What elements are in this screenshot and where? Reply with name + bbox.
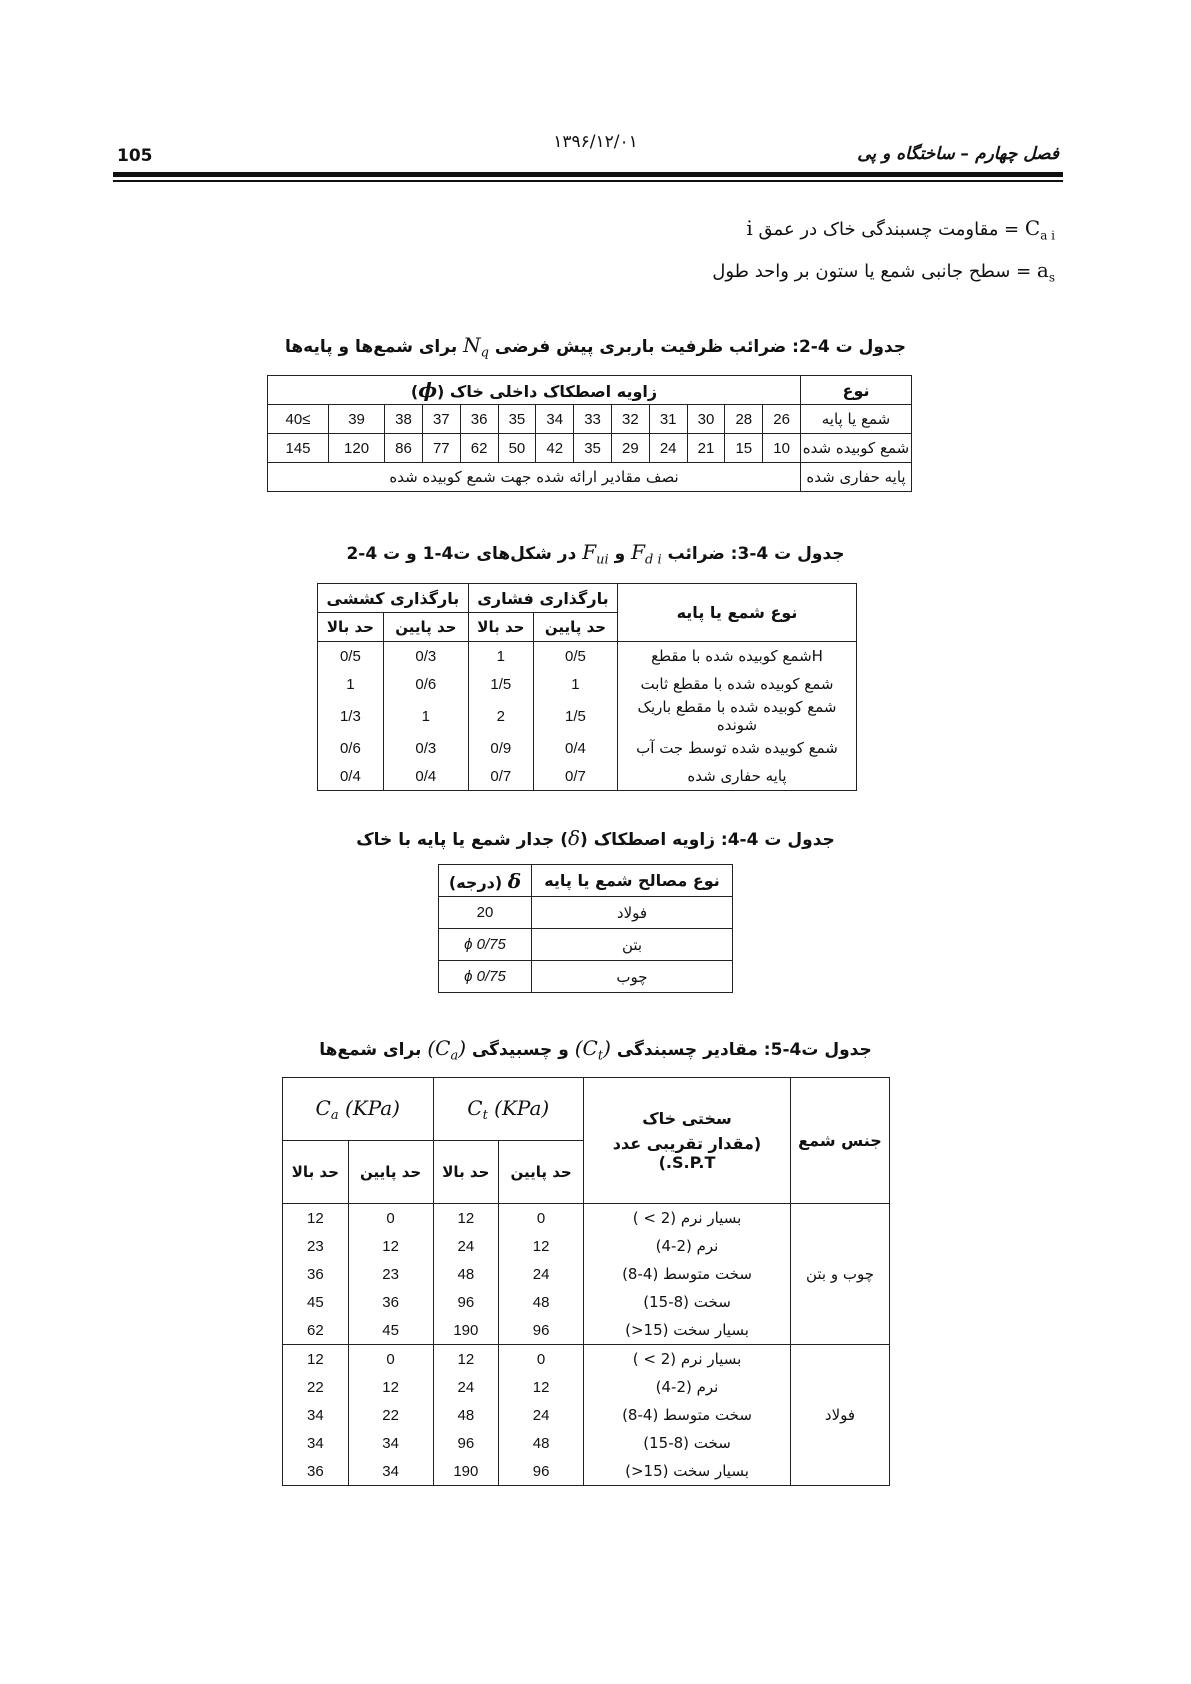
cell: 36: [460, 405, 498, 434]
col-pile-material: جنس شمع: [791, 1078, 890, 1204]
cell: 31: [649, 405, 687, 434]
row-label: پایه حفاری شده: [618, 762, 857, 791]
cell: 29: [611, 434, 649, 463]
group-ca: $C_a$ (KPa): [283, 1078, 434, 1141]
material-cell: فولاد: [532, 897, 733, 929]
cell: 50: [498, 434, 536, 463]
cell: 45: [283, 1288, 349, 1316]
material-cell: چوب و بتن: [791, 1204, 890, 1345]
col-pile-type: نوع شمع یا پایه: [618, 584, 857, 642]
cell: 0/4: [383, 762, 468, 791]
table4-caption: جدول ت4-5: مقادیر چسبندگی $(C_t)$ و چسبیدگی $(C_a)$ برای شمع‌ها: [319, 1036, 872, 1064]
cell: 34: [283, 1401, 349, 1429]
cell: 12: [433, 1345, 499, 1374]
col-type-header: نوع: [801, 376, 912, 405]
cell: 0/5: [533, 642, 617, 671]
header-rule-thin: [113, 180, 1063, 182]
adhesion-table: [282, 1077, 890, 1486]
row-label: شمع کوبیده شده: [801, 434, 912, 463]
chapter-title: فصل چهارم – ساختگاه و پی: [857, 144, 1059, 164]
cell: 48: [499, 1429, 584, 1457]
hardness-cell: بسیار سخت (15<): [584, 1457, 791, 1486]
table-row: [318, 642, 857, 671]
cell: 0: [499, 1204, 584, 1233]
table-row: [439, 961, 733, 993]
hardness-cell: بسیار نرم (2 > ): [584, 1345, 791, 1374]
print-date: ۱۳۹۶/۱۲/۰۱: [553, 132, 638, 152]
cell: 0: [348, 1345, 433, 1374]
cell: 0/6: [383, 670, 468, 698]
cell: 22: [348, 1401, 433, 1429]
col-material: نوع مصالح شمع یا پایه: [532, 865, 733, 897]
cell: 0/4: [533, 734, 617, 762]
cell: 23: [283, 1232, 349, 1260]
cell: 21: [687, 434, 725, 463]
cell: 38: [385, 405, 423, 434]
cell: 30: [687, 405, 725, 434]
table-row: [439, 929, 733, 961]
row-label: پایه حفاری شده: [801, 463, 912, 492]
table-row: [318, 670, 857, 698]
cell: 28: [725, 405, 763, 434]
cell: 62: [283, 1316, 349, 1345]
cell: 120: [329, 434, 385, 463]
cell: 24: [433, 1373, 499, 1401]
header-rule-thick: [113, 172, 1063, 177]
cell: 190: [433, 1457, 499, 1486]
cell: 1: [318, 670, 384, 698]
table-row: [268, 463, 912, 492]
cell: 96: [499, 1457, 584, 1486]
col-angle-header: زاویه اصطکاک داخلی خاک (ϕ): [268, 376, 801, 405]
table-row: [318, 762, 857, 791]
cell: 23: [348, 1260, 433, 1288]
cell: 34: [348, 1457, 433, 1486]
col-lower: حد پایین: [499, 1141, 584, 1204]
material-cell: بتن: [532, 929, 733, 961]
cell: 12: [348, 1373, 433, 1401]
cell: 62: [460, 434, 498, 463]
cell: 0/5: [318, 642, 384, 671]
col-soil-hardness: سختی خاک (مقدار تقریبی عدد S.P.T.): [584, 1078, 791, 1204]
col-upper: حد بالا: [283, 1141, 349, 1204]
cell: 12: [433, 1204, 499, 1233]
cell: 24: [499, 1260, 584, 1288]
value-cell: 20: [439, 897, 532, 929]
page-number: 105: [117, 146, 153, 166]
cell: 12: [283, 1204, 349, 1233]
cell: 1/3: [318, 698, 384, 734]
cell: 34: [283, 1429, 349, 1457]
hardness-cell: سخت متوسط (4-8): [584, 1401, 791, 1429]
cell: 32: [611, 405, 649, 434]
cell: 36: [283, 1457, 349, 1486]
row-label: شمع یا پایه: [801, 405, 912, 434]
cell: 0/3: [383, 734, 468, 762]
cell: 34: [348, 1429, 433, 1457]
cell: 1: [383, 698, 468, 734]
cell: 37: [422, 405, 460, 434]
cell: 1/5: [533, 698, 617, 734]
hardness-cell: سخت (8-15): [584, 1288, 791, 1316]
cell: 0: [499, 1345, 584, 1374]
cell: 0/4: [318, 762, 384, 791]
table-row: [318, 734, 857, 762]
table-row: [268, 434, 912, 463]
cell: 35: [574, 434, 612, 463]
cell: 96: [499, 1316, 584, 1345]
cell: 36: [283, 1260, 349, 1288]
cell: 48: [433, 1401, 499, 1429]
cell: 1: [533, 670, 617, 698]
cell: 1: [468, 642, 533, 671]
cell: 39: [329, 405, 385, 434]
cell: 0/6: [318, 734, 384, 762]
cell: 48: [499, 1288, 584, 1316]
value-cell: ϕ 0/75: [439, 961, 532, 993]
table-row: [439, 897, 733, 929]
cell: 10: [763, 434, 801, 463]
row-label: شمع کوبیده شده توسط جت آب: [618, 734, 857, 762]
cell: 12: [499, 1232, 584, 1260]
cell: 1/5: [468, 670, 533, 698]
cell: 12: [283, 1345, 349, 1374]
col-upper: حد بالا: [433, 1141, 499, 1204]
hardness-cell: نرم (2-4): [584, 1373, 791, 1401]
cell: ≥40: [268, 405, 329, 434]
cell: 34: [536, 405, 574, 434]
cell: 12: [499, 1373, 584, 1401]
cell: 33: [574, 405, 612, 434]
col-lower: حد پایین: [348, 1141, 433, 1204]
table3-caption: جدول ت 4-4: زاویه اصطکاک (δ) جدار شمع یا پایه با خاک: [356, 826, 835, 850]
bearing-capacity-table: [267, 375, 912, 492]
cell: 24: [433, 1232, 499, 1260]
cell: 86: [385, 434, 423, 463]
value-cell: ϕ 0/75: [439, 929, 532, 961]
table-row: [283, 1204, 890, 1233]
col-delta: δ (درجه): [439, 865, 532, 897]
hardness-cell: بسیار نرم (2 > ): [584, 1204, 791, 1233]
group-compression: بارگذاری فشاری: [468, 584, 617, 613]
col-upper: حد بالا: [318, 613, 384, 642]
hardness-cell: سخت متوسط (4-8): [584, 1260, 791, 1288]
material-cell: چوب: [532, 961, 733, 993]
cell: 190: [433, 1316, 499, 1345]
table1-caption: جدول ت 4-2: ضرائب ظرفیت باربری پیش فرضی $N_q$ برای شمع‌ها و پایه‌ها: [285, 333, 906, 361]
group-tension: بارگذاری کششی: [318, 584, 469, 613]
cell: 24: [649, 434, 687, 463]
cell: 36: [348, 1288, 433, 1316]
cell: 0/3: [383, 642, 468, 671]
friction-angle-table: [438, 864, 733, 993]
cell: 24: [499, 1401, 584, 1429]
cell: 22: [283, 1373, 349, 1401]
col-upper: حد بالا: [468, 613, 533, 642]
cell: 145: [268, 434, 329, 463]
cell: 96: [433, 1288, 499, 1316]
definition-cai: $C_{a i}$ = مقاومت چسبندگی خاک در عمق i: [746, 216, 1055, 243]
table2-caption: جدول ت 4-3: ضرائب $F_{d i}$ و $F_{ui}$ در شکل‌های ت4-1 و ت 4-2: [346, 540, 845, 568]
col-lower: حد پایین: [383, 613, 468, 642]
cell: 2: [468, 698, 533, 734]
factor-table: [317, 583, 857, 791]
hardness-cell: بسیار سخت (15<): [584, 1316, 791, 1345]
cell: 0/7: [468, 762, 533, 791]
table-row: [268, 405, 912, 434]
cell: 35: [498, 405, 536, 434]
definition-as: $a_s$ = سطح جانبی شمع یا ستون بر واحد طول: [712, 258, 1055, 285]
cell: 77: [422, 434, 460, 463]
material-cell: فولاد: [791, 1345, 890, 1486]
cell: 42: [536, 434, 574, 463]
table-row: [283, 1345, 890, 1374]
cell: 12: [348, 1232, 433, 1260]
cell: 0/9: [468, 734, 533, 762]
cell: 96: [433, 1429, 499, 1457]
row-label: Hشمع کوبیده شده با مقطع: [618, 642, 857, 671]
cell: 26: [763, 405, 801, 434]
cell: 45: [348, 1316, 433, 1345]
cell: 0: [348, 1204, 433, 1233]
cell: 48: [433, 1260, 499, 1288]
table-row: [318, 698, 857, 734]
row-label: شمع کوبیده شده با مقطع ثابت: [618, 670, 857, 698]
col-lower: حد پایین: [533, 613, 617, 642]
cell: 0/7: [533, 762, 617, 791]
cell: 15: [725, 434, 763, 463]
row-label: شمع کوبیده شده با مقطع باریک شونده: [618, 698, 857, 734]
merged-cell: نصف مقادیر ارائه شده جهت شمع کوبیده شده: [268, 463, 801, 492]
hardness-cell: نرم (2-4): [584, 1232, 791, 1260]
hardness-cell: سخت (8-15): [584, 1429, 791, 1457]
group-ct: $C_t$ (KPa): [433, 1078, 583, 1141]
